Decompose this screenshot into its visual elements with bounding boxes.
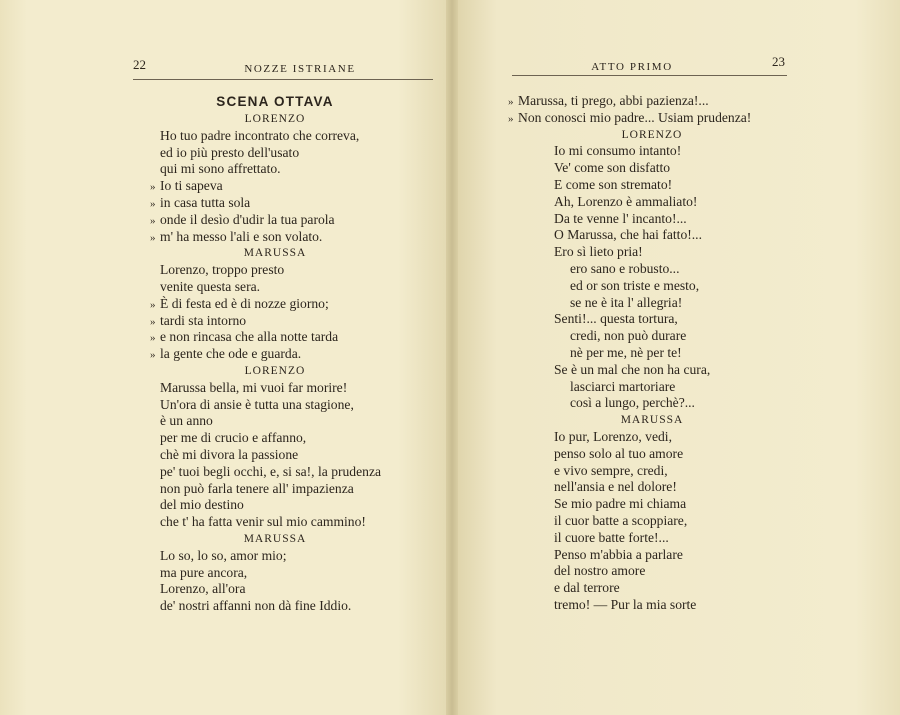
verse-text: venite questa sera. xyxy=(160,278,261,294)
left-page-number: 22 xyxy=(133,57,146,72)
verse-text: tremo! — Pur la mia sorte xyxy=(554,596,697,612)
verse-line xyxy=(160,161,440,178)
left-page-text xyxy=(150,92,440,615)
verse-line xyxy=(518,530,848,547)
verse-text: del mio destino xyxy=(160,497,244,513)
verse-text: E come son stremato! xyxy=(554,176,673,192)
verse-line xyxy=(518,160,848,177)
verse-line xyxy=(518,429,848,446)
verse-text: lasciarci martoriare xyxy=(570,378,676,394)
verse-line xyxy=(150,178,440,195)
verse-text: e dal terrore xyxy=(554,580,620,596)
right-page xyxy=(452,0,900,715)
verse-line xyxy=(160,262,440,279)
verse-text: la gente che ode e guarda. xyxy=(160,346,302,362)
verse-line xyxy=(518,345,848,362)
verse-line xyxy=(150,195,440,212)
verse-line xyxy=(508,93,848,110)
quote-mark: » xyxy=(150,197,156,210)
right-header-rule xyxy=(512,75,787,76)
verse-text: Lorenzo, troppo presto xyxy=(160,262,285,278)
verse-line xyxy=(150,346,440,363)
verse-line xyxy=(518,479,848,496)
verse-line xyxy=(518,328,848,345)
verse-text: Se mio padre mi chiama xyxy=(554,496,687,512)
verse-text: Marussa bella, mi vuoi far morire! xyxy=(160,379,348,395)
verse-line xyxy=(518,177,848,194)
verse-line xyxy=(518,211,848,228)
verse-line xyxy=(150,313,440,330)
book-gutter xyxy=(446,0,458,715)
verse-text: che t' ha fatta venir sul mio cammino! xyxy=(160,514,366,530)
verse-line xyxy=(160,128,440,145)
verse-line xyxy=(518,362,848,379)
verse-text: Io mi consumo intanto! xyxy=(554,143,682,159)
verse-text: e non rincasa che alla notte tarda xyxy=(160,329,339,345)
verse-line xyxy=(518,227,848,244)
verse-text: nell'ansia e nel dolore! xyxy=(554,479,677,495)
verse-line xyxy=(518,597,848,614)
verse-line xyxy=(150,329,440,346)
verse-text: per me di crucio e affanno, xyxy=(160,430,307,446)
verse-text: Penso m'abbia a parlare xyxy=(554,546,683,562)
quote-mark: » xyxy=(508,112,514,125)
verse-text: m' ha messo l'ali e son volato. xyxy=(160,228,323,244)
verse-text: così a lungo, perchè?... xyxy=(570,395,695,411)
verse-line xyxy=(160,565,440,582)
speaker-name: LORENZO xyxy=(621,128,683,141)
left-running-head: NOZZE ISTRIANE xyxy=(244,63,356,75)
verse-line xyxy=(518,194,848,211)
verse-text: Senti!... questa tortura, xyxy=(554,311,678,327)
speaker-name: LORENZO xyxy=(244,113,306,125)
verse-text: Da te venne l' incanto!... xyxy=(554,210,687,226)
verse-text: se ne è ita l' allegria! xyxy=(570,294,683,310)
verse-text: ed io più presto dell'usato xyxy=(160,144,300,160)
right-page-text xyxy=(508,93,848,614)
verse-line xyxy=(160,514,440,531)
verse-text: Se è un mal che non ha cura, xyxy=(554,361,711,377)
verse-line xyxy=(518,295,848,312)
verse-line xyxy=(518,547,848,564)
verse-line xyxy=(518,278,848,295)
verse-line xyxy=(160,581,440,598)
verse-line xyxy=(150,212,440,229)
verse-line xyxy=(518,563,848,580)
quote-mark: » xyxy=(150,214,156,227)
left-header-rule xyxy=(133,79,433,80)
verse-text: il cuore batte forte!... xyxy=(554,529,669,545)
right-page-number: 23 xyxy=(772,54,785,69)
verse-text: È di festa ed è di nozze giorno; xyxy=(160,295,329,311)
speaker-name: MARUSSA xyxy=(620,414,684,427)
verse-line xyxy=(518,580,848,597)
verse-text: nè per me, nè per te! xyxy=(570,344,682,360)
verse-text: Non conosci mio padre... Usiam prudenza! xyxy=(518,109,752,125)
quote-mark: » xyxy=(150,298,156,311)
verse-line xyxy=(518,496,848,513)
verse-line xyxy=(518,261,848,278)
verse-line xyxy=(160,397,440,414)
quote-mark: » xyxy=(150,181,156,194)
verse-text: pe' tuoi begli occhi, e, si sa!, la prudenza xyxy=(160,463,382,479)
verse-line xyxy=(160,548,440,565)
verse-text: e vivo sempre, credi, xyxy=(554,462,668,478)
verse-text: ed or son triste e mesto, xyxy=(570,277,700,293)
verse-text: è un anno xyxy=(160,413,213,429)
verse-line xyxy=(518,446,848,463)
verse-text: Un'ora di ansie è tutta una stagione, xyxy=(160,396,354,412)
verse-line xyxy=(160,380,440,397)
speaker-name: MARUSSA xyxy=(243,247,307,260)
quote-mark: » xyxy=(150,315,156,328)
speaker-name: LORENZO xyxy=(244,364,306,377)
quote-mark: » xyxy=(150,349,156,362)
verse-line xyxy=(508,110,848,127)
verse-line xyxy=(160,447,440,464)
verse-line xyxy=(518,395,848,412)
verse-line xyxy=(160,497,440,514)
verse-line xyxy=(160,464,440,481)
verse-text: tardi sta intorno xyxy=(160,312,247,328)
verse-text: credi, non può durare xyxy=(570,328,687,344)
verse-text: ma pure ancora, xyxy=(160,564,248,580)
verse-line xyxy=(160,598,440,615)
verse-line xyxy=(160,430,440,447)
verse-line xyxy=(518,513,848,530)
quote-mark: » xyxy=(150,231,156,244)
verse-text: onde il desìo d'udir la tua parola xyxy=(160,211,335,227)
verse-line xyxy=(518,463,848,480)
verse-text: qui mi sono affrettato. xyxy=(160,161,281,177)
verse-line xyxy=(160,481,440,498)
verse-line xyxy=(160,279,440,296)
verse-text: in casa tutta sola xyxy=(160,194,251,210)
verse-text: non può farla tenere all' impazienza xyxy=(160,480,354,496)
verse-line xyxy=(518,244,848,261)
scene-title: SCENA OTTAVA xyxy=(216,94,334,109)
verse-text: penso solo al tuo amore xyxy=(554,445,684,461)
verse-text: Lorenzo, all'ora xyxy=(160,581,246,597)
quote-mark: » xyxy=(150,332,156,345)
verse-text: Ah, Lorenzo è ammaliato! xyxy=(554,193,698,209)
verse-line xyxy=(518,379,848,396)
verse-line xyxy=(518,311,848,328)
speaker-name: MARUSSA xyxy=(243,532,307,545)
verse-line xyxy=(160,413,440,430)
verse-text: il cuor batte a scoppiare, xyxy=(554,512,688,528)
verse-text: Ho tuo padre incontrato che correva, xyxy=(160,127,360,143)
verse-text: Marussa, ti prego, abbi pazienza!... xyxy=(518,93,709,108)
verse-text: chè mi divora la passione xyxy=(160,446,299,462)
verse-line xyxy=(518,143,848,160)
verse-text: Lo so, lo so, amor mio; xyxy=(160,547,287,563)
quote-mark: » xyxy=(508,96,514,108)
right-running-head: ATTO PRIMO xyxy=(591,61,673,73)
verse-line xyxy=(150,296,440,313)
verse-text: de' nostri affanni non dà fine Iddio. xyxy=(160,598,352,614)
verse-text: Ve' come son disfatto xyxy=(554,160,671,176)
verse-line xyxy=(150,229,440,246)
verse-text: Io ti sapeva xyxy=(160,178,223,194)
verse-text: del nostro amore xyxy=(554,563,646,579)
verse-text: ero sano e robusto... xyxy=(570,260,680,276)
verse-text: O Marussa, che hai fatto!... xyxy=(554,227,702,243)
verse-text: Ero sì lieto pria! xyxy=(554,244,643,260)
verse-text: Io pur, Lorenzo, vedi, xyxy=(554,428,672,444)
verse-line xyxy=(160,145,440,162)
